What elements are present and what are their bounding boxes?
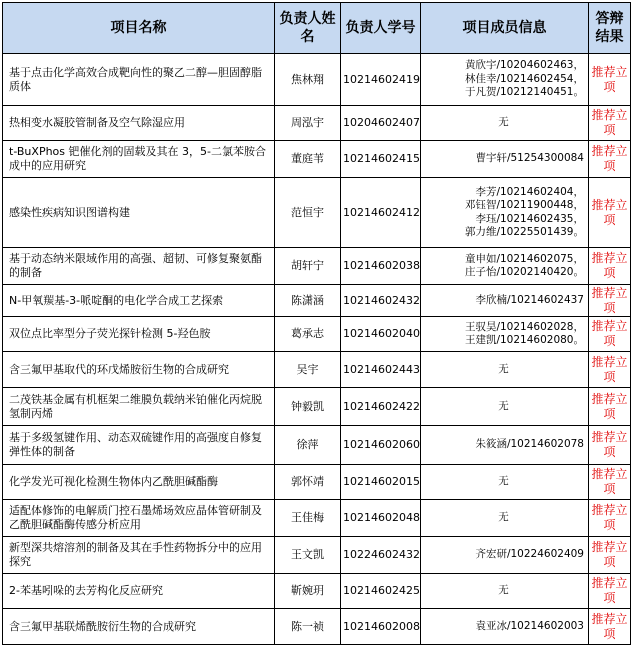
- leader-name-cell: 陈一祯: [275, 609, 341, 645]
- result-cell: 推荐立项: [589, 609, 631, 645]
- members-cell: [421, 141, 589, 178]
- members-cell: [421, 426, 589, 465]
- members-cell: [421, 285, 589, 317]
- member-entry: 朱筱涵/10214602078: [475, 438, 584, 451]
- member-entry: 无: [498, 399, 509, 412]
- project-table: [2, 2, 631, 645]
- header-members: 项目成员信息: [421, 3, 589, 54]
- member-entry: 无: [498, 116, 509, 129]
- members-cell: [421, 352, 589, 388]
- student-id-cell: 10214602412: [341, 178, 421, 248]
- result-cell: 推荐立项: [589, 54, 631, 106]
- project-name-cell: t-BuXPhos 钯催化剂的固载及其在 3，5-二氯苯胺合成中的应用研究: [3, 141, 275, 178]
- member-entry: 李珏/10214602435，: [475, 212, 584, 225]
- header-leader: 负责人姓名: [275, 3, 341, 54]
- members-cell: [421, 178, 589, 248]
- leader-name-cell: 陈潇涵: [275, 285, 341, 317]
- leader-name-cell: 徐萍: [275, 426, 341, 465]
- table-row: [3, 465, 631, 500]
- member-entry: 李芳/10214602404，: [475, 185, 584, 198]
- project-name-cell: 含三氟甲基联烯酰胺衍生物的合成研究: [3, 609, 275, 645]
- member-entry: 王驭昊/10214602028，: [464, 320, 584, 333]
- table-row: [3, 352, 631, 388]
- student-id-cell: 10214602038: [341, 248, 421, 285]
- result-cell: 推荐立项: [589, 537, 631, 574]
- member-entry: 曹宇轩/51254300084: [475, 152, 584, 165]
- member-entry: 黄欣宇/10204602463，: [464, 59, 584, 72]
- table-row: [3, 426, 631, 465]
- table-row: [3, 317, 631, 352]
- table-row: [3, 141, 631, 178]
- member-entry: 无: [498, 584, 509, 597]
- leader-name-cell: 郭怀靖: [275, 465, 341, 500]
- project-name-cell: N-甲氧羰基-3-哌啶酮的电化学合成工艺探索: [3, 285, 275, 317]
- student-id-cell: 10214602419: [341, 54, 421, 106]
- table-row: [3, 248, 631, 285]
- leader-name-cell: 靳婉玥: [275, 574, 341, 609]
- member-entry: 郭力维/10225501439。: [464, 226, 584, 238]
- project-name-cell: 热相变水凝胶管制备及空气除湿应用: [3, 106, 275, 141]
- result-cell: 推荐立项: [589, 285, 631, 317]
- table-row: [3, 285, 631, 317]
- project-name-cell: 双位点比率型分子荧光探针检测 5-羟色胺: [3, 317, 275, 352]
- project-name-cell: 基于动态纳米限域作用的高强、超韧、可修复聚氨酯的制备: [3, 248, 275, 285]
- member-entry: 童申如/10214602075，: [464, 252, 584, 265]
- result-cell: 推荐立项: [589, 426, 631, 465]
- members-cell: [421, 574, 589, 609]
- member-entry: 无: [498, 362, 509, 375]
- table-row: [3, 54, 631, 106]
- members-cell: [421, 537, 589, 574]
- member-entry: 于凡贺/10212140451。: [464, 86, 584, 99]
- members-cell: [421, 609, 589, 645]
- student-id-cell: 10214602008: [341, 609, 421, 645]
- table-row: [3, 388, 631, 426]
- result-cell: 推荐立项: [589, 500, 631, 537]
- table-body: [3, 54, 631, 645]
- student-id-cell: 10224602432: [341, 537, 421, 574]
- leader-name-cell: 范恒宇: [275, 178, 341, 248]
- member-entry: 邓钰智/10211900448，: [464, 199, 584, 211]
- table-row: [3, 537, 631, 574]
- project-name-cell: 化学发光可视化检测生物体内乙酰胆碱酯酶: [3, 465, 275, 500]
- leader-name-cell: 焦林翔: [275, 54, 341, 106]
- result-cell: 推荐立项: [589, 317, 631, 352]
- student-id-cell: 10214602015: [341, 465, 421, 500]
- members-cell: [421, 500, 589, 537]
- table-row: [3, 106, 631, 141]
- member-entry: 庄子怡/10202140420。: [464, 266, 584, 278]
- student-id-cell: 10204602407: [341, 106, 421, 141]
- student-id-cell: 10214602415: [341, 141, 421, 178]
- project-name-cell: 感染性疾病知识图谱构建: [3, 178, 275, 248]
- header-row: [3, 3, 631, 54]
- project-name-cell: 2-苯基吲哚的去芳构化反应研究: [3, 574, 275, 609]
- header-result: 答辩结果: [589, 3, 631, 54]
- project-name-cell: 含三氟甲基取代的环戊烯胺衍生物的合成研究: [3, 352, 275, 388]
- result-cell: 推荐立项: [589, 141, 631, 178]
- result-cell: 推荐立项: [589, 178, 631, 248]
- member-entry: 林佳幸/10214602454，: [464, 72, 584, 85]
- members-cell: [421, 465, 589, 500]
- members-cell: [421, 317, 589, 352]
- leader-name-cell: 王佳梅: [275, 500, 341, 537]
- table-row: [3, 178, 631, 248]
- leader-name-cell: 胡轩宁: [275, 248, 341, 285]
- leader-name-cell: 王文凯: [275, 537, 341, 574]
- members-cell: [421, 388, 589, 426]
- header-sid: 负责人学号: [341, 3, 421, 54]
- result-cell: 推荐立项: [589, 248, 631, 285]
- members-cell: [421, 248, 589, 285]
- member-entry: 袁亚冰/10214602003: [475, 619, 584, 632]
- student-id-cell: 10214602443: [341, 352, 421, 388]
- student-id-cell: 10214602425: [341, 574, 421, 609]
- table-row: [3, 500, 631, 537]
- leader-name-cell: 周泓宇: [275, 106, 341, 141]
- project-name-cell: 新型深共熔溶剂的制备及其在手性药物拆分中的应用探究: [3, 537, 275, 574]
- table-row: [3, 609, 631, 645]
- result-cell: 推荐立项: [589, 465, 631, 500]
- student-id-cell: 10214602432: [341, 285, 421, 317]
- project-name-cell: 二茂铁基金属有机框架二维膜负载纳米铂催化丙烷脱氢制丙烯: [3, 388, 275, 426]
- student-id-cell: 10214602060: [341, 426, 421, 465]
- project-name-cell: 基于点击化学高效合成靶向性的聚乙二醇—胆固醇脂质体: [3, 54, 275, 106]
- leader-name-cell: 董庭苇: [275, 141, 341, 178]
- member-entry: 齐宏研/10224602409: [475, 548, 584, 561]
- member-entry: 王建凯/10214602080。: [464, 334, 584, 346]
- member-entry: 无: [498, 511, 509, 524]
- project-name-cell: 基于多级氢键作用、动态双硫键作用的高强度自修复弹性体的制备: [3, 426, 275, 465]
- result-cell: 推荐立项: [589, 106, 631, 141]
- leader-name-cell: 葛承志: [275, 317, 341, 352]
- members-cell: [421, 54, 589, 106]
- member-entry: 李欣楠/10214602437: [475, 293, 584, 306]
- student-id-cell: 10214602040: [341, 317, 421, 352]
- member-entry: 无: [498, 475, 509, 488]
- result-cell: 推荐立项: [589, 388, 631, 426]
- project-name-cell: 适配体修饰的电解质门控石墨烯场效应晶体管研制及乙酰胆碱酯酶传感分析应用: [3, 500, 275, 537]
- result-cell: 推荐立项: [589, 574, 631, 609]
- student-id-cell: 10214602422: [341, 388, 421, 426]
- table-row: [3, 574, 631, 609]
- members-cell: [421, 106, 589, 141]
- leader-name-cell: 钟毅凯: [275, 388, 341, 426]
- student-id-cell: 10214602048: [341, 500, 421, 537]
- leader-name-cell: 吴宇: [275, 352, 341, 388]
- header-name: 项目名称: [3, 3, 275, 54]
- result-cell: 推荐立项: [589, 352, 631, 388]
